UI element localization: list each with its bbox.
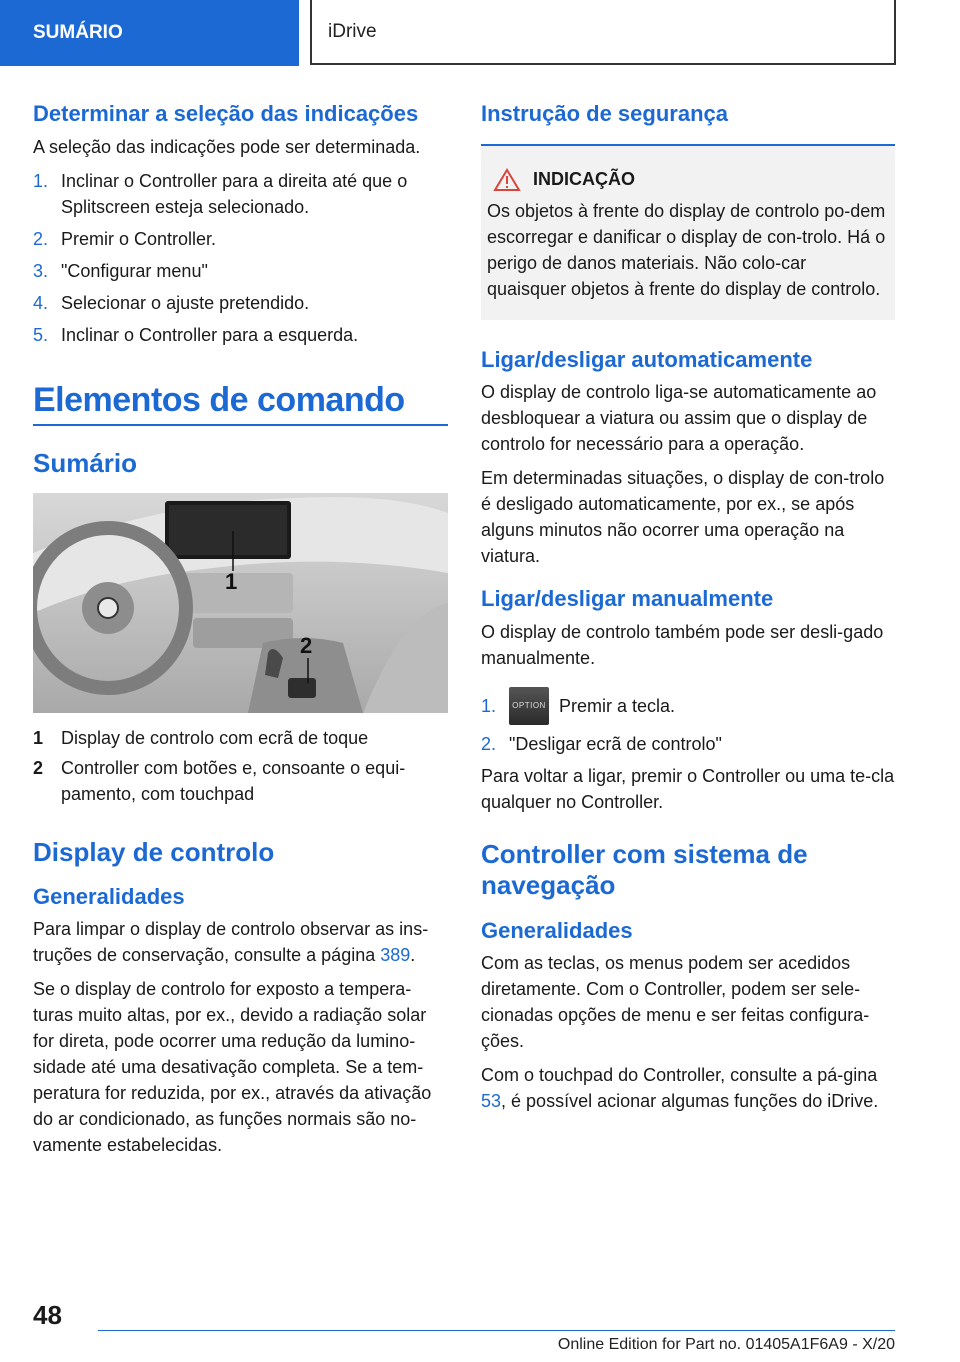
option-button-icon: OPTION: [509, 687, 549, 725]
determine-intro: A seleção das indicações pode ser determinada.: [33, 136, 421, 157]
general-heading: Generalidades: [33, 883, 185, 909]
manual-paragraph-2: Para voltar a ligar, premir o Controller ou uma te-cla qualquer no Controller.: [481, 765, 895, 812]
general-paragraph-2: Se o display de controlo for exposto a tempera-turas muito altas, por ex., devido a radiação solar for direta, pode ocorrer uma redução da lumino-sidade até uma desativação completa. Se a tem-peratura for reduzida, por ex., através da ativação do ar condicionado, as funções normais são no-vamente estabelecidas.: [33, 979, 432, 1156]
list-item: 3. "Configurar menu": [33, 260, 208, 281]
list-item: 5. Inclinar o Controller para a esquerda.: [33, 324, 359, 345]
safety-heading-block: [481, 100, 895, 146]
right-column: [481, 100, 895, 1122]
page-link-53[interactable]: 53: [481, 1091, 502, 1112]
nav-paragraph-2: Com o touchpad do Controller, consulte a pá-gina 53, é possível acionar algumas funções do iDrive.: [481, 1065, 879, 1112]
list-item: 1. OPTION Premir a tecla.: [481, 687, 895, 725]
warning-icon: [493, 168, 521, 192]
legend-item: 2 Controller com botões e, consoante o equi-pamento, com touchpad: [33, 758, 406, 805]
footer-rule: [98, 1330, 895, 1331]
callout-2: 2: [300, 633, 313, 659]
callout-1: 1: [225, 569, 238, 595]
chapter-tab: iDrive: [310, 0, 896, 65]
nav-paragraph-1: Com as teclas, os menus podem ser acedidos diretamente. Com o Controller, podem ser sele-cionadas opções de menu e ser feitas configura-ções.: [481, 953, 870, 1052]
legend-item: 1 Display de controlo com ecrã de toque: [33, 728, 369, 749]
determine-selection-heading: Determinar a seleção das indicações: [33, 101, 419, 126]
list-item: 2. "Desligar ecrã de controlo": [481, 733, 722, 754]
manual-heading: Ligar/desligar manualmente: [481, 586, 774, 611]
safety-heading: Instrução de segurança: [481, 101, 728, 126]
list-item: 2. Premir o Controller.: [33, 228, 217, 249]
manual-paragraph-1: O display de controlo também pode ser desli-gado manualmente.: [481, 621, 884, 668]
elements-heading-block: [33, 380, 448, 427]
notice-text: Os objetos à frente do display de controlo po-dem escorregar e danificar o display de con-trolo. Há o perigo de danos materiais. Não colo-car quaisquer objetos à frente do display de controlo.: [487, 200, 886, 299]
notice-title: INDICAÇÃO: [487, 168, 887, 192]
list-item: 1. Inclinar o Controller para a direita até que o Splitscreen esteja selecionado.: [33, 170, 408, 217]
auto-paragraph-1: O display de controlo liga-se automaticamente ao desbloquear a viatura ou assim que o display de controlo for necessário para a operação.: [481, 382, 877, 454]
list-item: 4. Selecionar o ajuste pretendido.: [33, 292, 310, 313]
footer-edition: Online Edition for Part no. 01405A1F6A9 - X/20: [557, 1336, 895, 1353]
determine-steps: [33, 168, 448, 348]
general-paragraph-1: Para limpar o display de controlo observar as ins-truções de conservação, consulte a página 389.: [33, 919, 429, 966]
nav-general-heading: Generalidades: [481, 917, 633, 943]
auto-paragraph-2: Em determinadas situações, o display de con-trolo é desligado automaticamente, por ex., se após alguns minutos não ocorrer uma operação na viatura.: [481, 468, 885, 566]
display-heading: Display de controlo: [33, 837, 275, 868]
nav-heading: Controller com sistema de navegação: [481, 838, 808, 900]
page-number: 48: [33, 1300, 62, 1330]
elements-heading: Elementos de comando: [33, 380, 405, 419]
summary-tab[interactable]: SUMÁRIO: [0, 0, 299, 66]
cockpit-illustration: [33, 493, 448, 713]
summary-heading: Sumário: [33, 448, 138, 479]
page-link-389[interactable]: 389: [380, 945, 411, 966]
left-column: [33, 100, 448, 1166]
cockpit-photo: [33, 493, 448, 713]
auto-heading: Ligar/desligar automaticamente: [481, 346, 813, 372]
manual-steps: [481, 687, 895, 757]
notice-box: [481, 146, 895, 320]
